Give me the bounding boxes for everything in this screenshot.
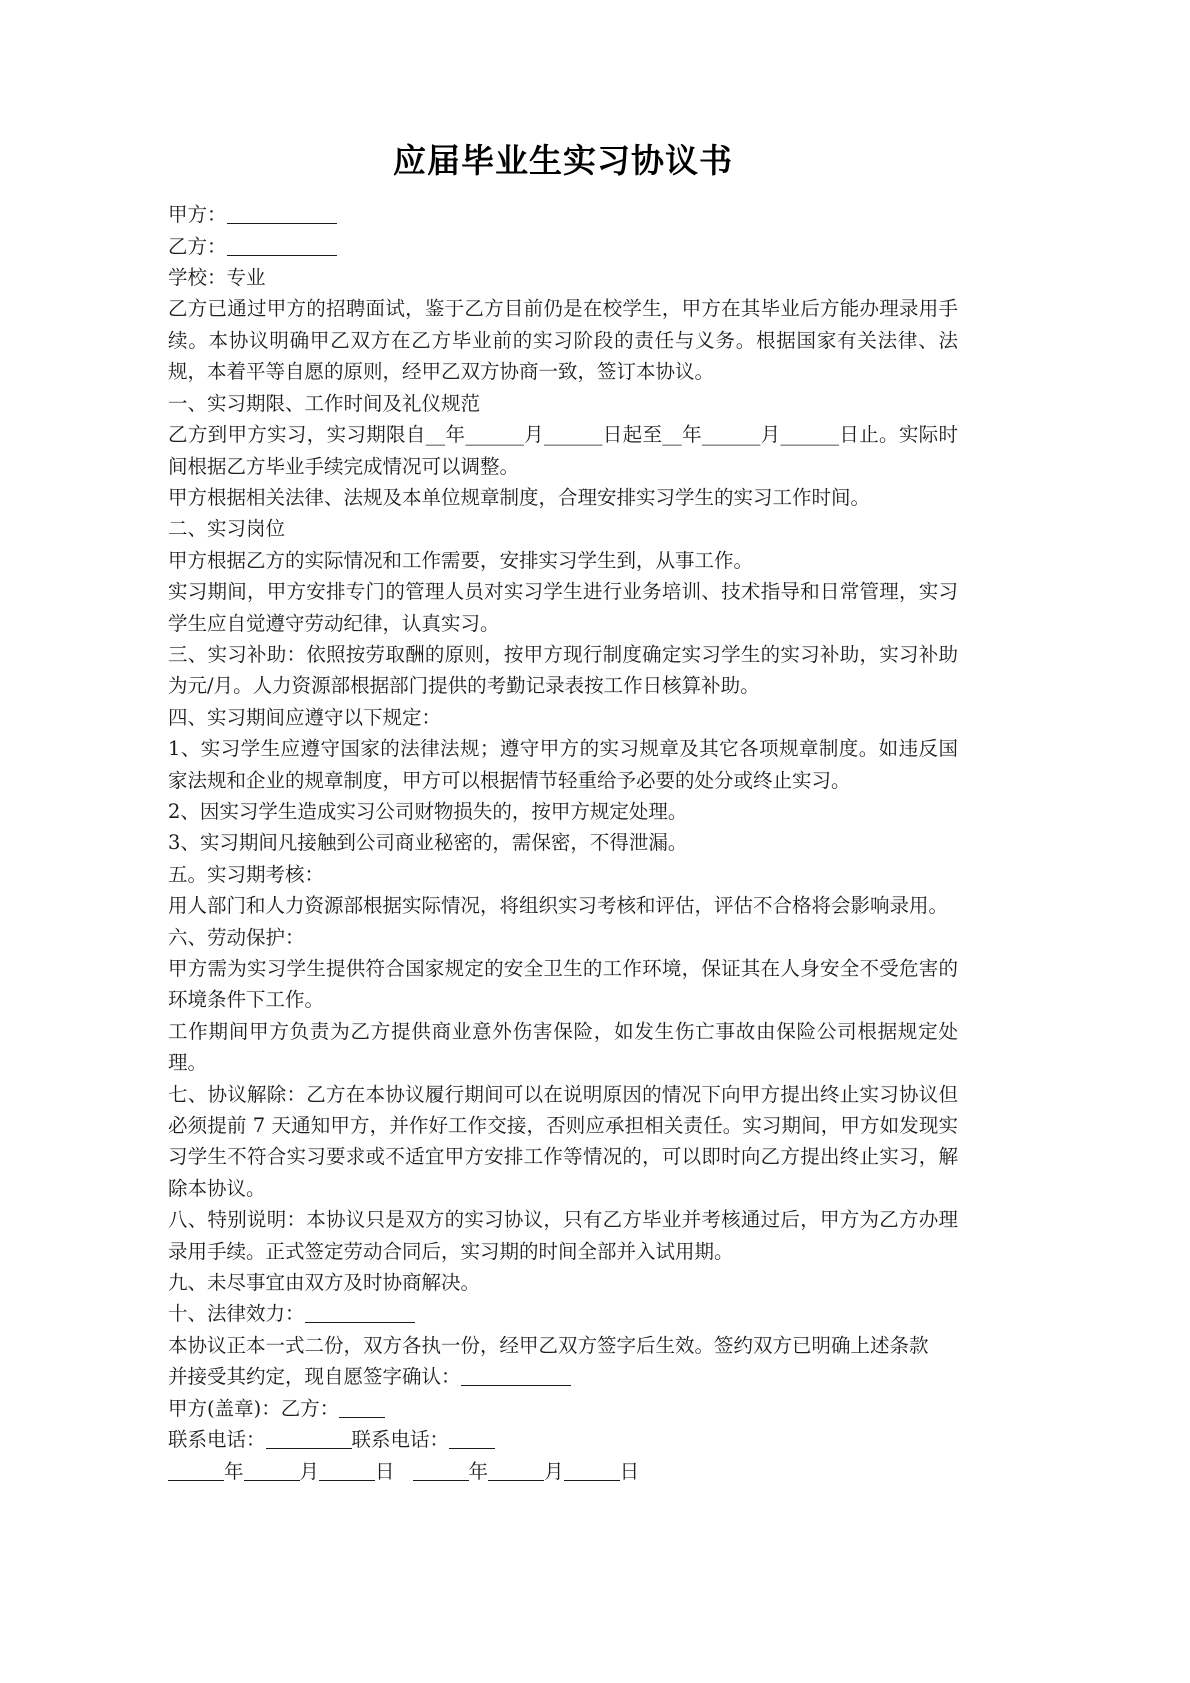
date-b-year-label: 年: [468, 1459, 489, 1483]
party-a-label: 甲方：: [168, 203, 227, 227]
closing-line-1: 本协议正本一式二份，双方各执一份，经甲乙双方签字后生效。签约双方已明确上述条款: [168, 1333, 929, 1357]
section-heading-2: 二、实习岗位: [168, 517, 286, 541]
date-line: [168, 1456, 958, 1487]
legal-effect-blank[interactable]: [305, 1322, 415, 1323]
section-heading-6: 六、劳动保护：: [168, 925, 305, 949]
section-heading-5: 五。实习期考核：: [168, 862, 325, 886]
section-6-paragraph-2: 工作期间甲方负责为乙方提供商业意外伤害保险，如发生伤亡事故由保险公司根据规定处理。: [168, 1019, 958, 1075]
phone-label-a: 联系电话：: [168, 1428, 266, 1452]
seal-signature-line: [168, 1393, 958, 1424]
date-b-day-label: 日: [619, 1459, 640, 1483]
section-heading-8: 八、特别说明：本协议只是双方的实习协议，只有乙方毕业并考核通过后，甲方为乙方办理录用手续。正式签定劳动合同后，实习期的时间全部并入试用期。: [168, 1208, 958, 1263]
closing-statement: [168, 1330, 958, 1361]
section-4-item-3: 3、实习期间凡接触到公司商业秘密的，需保密，不得泄漏。: [168, 831, 688, 855]
phone-blank-a[interactable]: [266, 1448, 352, 1449]
party-b-blank[interactable]: [227, 255, 337, 256]
section-1-paragraph-2: 甲方根据相关法律、法规及本单位规章制度，合理安排实习学生的实习工作时间。: [168, 485, 871, 509]
section-heading-3: 三、实习补助：依照按劳取酬的原则，按甲方现行制度确定实习学生的实习补助，实习补助为元/月。人力资源部根据部门提供的考勤记录表按工作日核算补助。: [168, 642, 958, 698]
section-5-paragraph-1: 用人部门和人力资源部根据实际情况，将组织实习考核和评估，评估不合格将会影响录用。: [168, 894, 949, 918]
preamble-paragraph: 乙方已通过甲方的招聘面试，鉴于乙方目前仍是在校学生，甲方在其毕业后方能办理录用手续。本协议明确甲乙双方在乙方毕业前的实习阶段的责任与义务。根据国家有关法律、法规，本着平等自愿的原则，经甲乙双方协商一致，签订本协议。: [168, 297, 958, 384]
party-b-line: [168, 231, 958, 262]
date-a-day-blank[interactable]: [319, 1480, 375, 1481]
section-6-paragraph-1: 甲方需为实习学生提供符合国家规定的安全卫生的工作环境，保证其在人身安全不受危害的环境条件下工作。: [168, 957, 958, 1012]
section-2-paragraph-2: 实习期间，甲方安排专门的管理人员对实习学生进行业务培训、技术指导和日常管理，实习学生应自觉遵守劳动纪律，认真实习。: [168, 580, 958, 635]
school-line: 学校：专业: [168, 266, 266, 290]
legal-effect-label: 十、法律效力：: [168, 1302, 305, 1326]
date-a-month-label: 月: [299, 1459, 320, 1483]
party-b-signature-blank[interactable]: [339, 1417, 385, 1418]
date-b-day-blank[interactable]: [564, 1480, 620, 1481]
date-a-year-label: 年: [224, 1459, 244, 1483]
date-a-year-blank[interactable]: [168, 1480, 224, 1481]
date-b-month-blank[interactable]: [488, 1480, 544, 1481]
section-heading-4: 四、实习期间应遵守以下规定：: [168, 705, 442, 729]
page-title: 应届毕业生实习协议书: [393, 141, 733, 180]
section-heading-7: 七、协议解除：乙方在本协议履行期间可以在说明原因的情况下向甲方提出终止实习协议但必须提前 7 天通知甲方，并作好工作交接，否则应承担相关责任。实习期间，甲方如发现实习学生不符合实习要求或不适宜甲方安排工作等情况的，可以即时向乙方提出终止实习，解除本协议。: [168, 1082, 958, 1200]
section-2-paragraph-1: 甲方根据乙方的实际情况和工作需要，安排实习学生到，从事工作。: [168, 548, 754, 572]
party-a-line: [168, 199, 958, 230]
date-b-year-blank[interactable]: [413, 1480, 469, 1481]
section-heading-9: 九、未尽事宜由双方及时协商解决。: [168, 1271, 481, 1295]
date-a-month-blank[interactable]: [244, 1480, 300, 1481]
section-1-paragraph-1: 乙方到甲方实习，实习期限自__年______月______日起至__年______月______日止。实际时间根据乙方毕业手续完成情况可以调整。: [168, 423, 958, 478]
document-content: [168, 140, 958, 1487]
party-a-blank[interactable]: [227, 223, 337, 224]
phone-label-b: 联系电话：: [351, 1428, 450, 1452]
date-a-day-label: 日: [375, 1459, 395, 1483]
phone-blank-b[interactable]: [449, 1448, 495, 1449]
section-4-item-2: 2、因实习学生造成实习公司财物损失的，按甲方规定处理。: [168, 799, 688, 823]
date-b-month-label: 月: [544, 1459, 564, 1483]
section-4-item-1: 1、实习学生应遵守国家的法律法规；遵守甲方的实习规章及其它各项规章制度。如违反国家法规和企业的规章制度，甲方可以根据情节轻重给予必要的处分或终止实习。: [168, 737, 958, 792]
party-b-label: 乙方：: [168, 234, 227, 258]
contact-phone-line: [168, 1424, 958, 1455]
closing-line-2-prefix: 并接受其约定，现自愿签字确认：: [168, 1365, 461, 1389]
party-seal-label: 甲方(盖章)：乙方：: [168, 1396, 340, 1420]
signature-confirmation-line: [168, 1361, 958, 1392]
section-heading-1: 一、实习期限、工作时间及礼仪规范: [168, 391, 481, 415]
section-heading-10: [168, 1298, 958, 1329]
signature-confirmation-blank[interactable]: [461, 1385, 571, 1386]
